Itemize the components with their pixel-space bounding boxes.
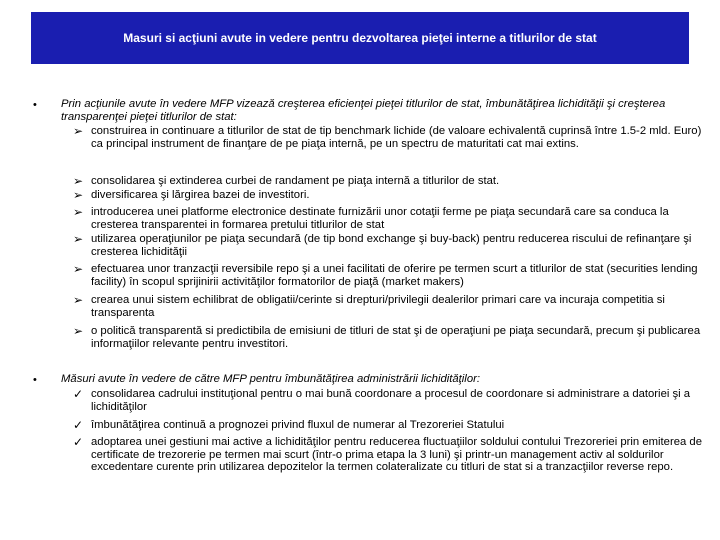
list-item: ➢ consolidarea şi extinderea curbei de randament pe piaţa internă a titlurilor de stat. [73, 174, 500, 188]
list-item: ➢ utilizarea operaţiunilor pe piaţa secundară (de tip bond exchange şi buy-back) pentru reducerea riscului de refinanţare şi cresterea lichidităţii [73, 232, 692, 258]
arrow-marker-icon: ➢ [73, 124, 84, 138]
check-marker-icon: ✓ [73, 435, 84, 449]
list-item: ➢ construirea in continuare a titlurilor de stat de tip benchmark lichide (de valoare echivalentă cuprinsă între 1.5-2 mld. Euro) ca principal instrument de finanţare de pe piaţa internă, pe un spectru de maturitati cat mai extins. [73, 124, 702, 150]
arrow-marker-icon: ➢ [73, 324, 84, 338]
list-item: ➢ crearea unui sistem echilibrat de obligatii/cerinte si drepturi/privilegii dealerilor primari care va incuraja competitia si transparenta [73, 293, 665, 319]
arrow-marker-icon: ➢ [73, 232, 84, 246]
arrow-marker-icon: ➢ [73, 188, 84, 202]
list-item: ➢ diversificarea şi lărgirea bazei de investitori. [73, 188, 310, 202]
arrow-marker-icon: ➢ [73, 174, 84, 188]
list-item: ✓ îmbunătăţirea continuă a prognozei privind fluxul de numerar al Trezoreriei Statului [73, 418, 505, 432]
title-banner [31, 12, 689, 64]
list-item: ✓ consolidarea cadrului instituţional pentru o mai bună coordonare a procesul de coordonare si administrare a datoriei şi a lichidităţilor [73, 387, 691, 413]
section-heading: Măsuri avute în vedere de către MFP pentru îmbunătăţirea administrării lichidităţilor: [61, 373, 481, 385]
arrow-marker-icon: ➢ [73, 205, 84, 219]
check-marker-icon: ✓ [73, 418, 84, 432]
bullet-icon: • [33, 374, 37, 386]
slide-title: Masuri si acţiuni avute in vedere pentru dezvoltarea pieţei interne a titlurilor de stat [123, 31, 597, 45]
list-item: ✓ adoptarea unei gestiuni mai active a lichidităţilor pentru reducerea fluctuaţiilor soldului contului Trezoreriei prin emiterea de certificate de trezorerie pe termen mai scurt (într-o prima etapa la 3 luni) şi printr-un management activ al soldurilor excedentare curente prin utilizarea depozitelor la termen colateralizate cu titluri de stat si a tranzacţiilor reverse repo. [73, 435, 702, 474]
bullet-icon: • [33, 99, 37, 111]
section-heading: Prin acţiunile avute în vedere MFP vizează creşterea eficienţei pieţei titlurilor de stat, îmbunătăţirea lichidităţii şi creşterea transparenţei pieţei titlurilor de stat: [61, 98, 666, 123]
list-item: ➢ efectuarea unor tranzacţii reversibile repo şi a unei facilitati de oferire pe termen scurt a titlurilor de stat (securities lending facility) în scopul sprijinirii activităţilor formatorilor de piaţă (market makers) [73, 262, 698, 288]
list-item: ➢ o politică transparentă si predictibila de emisiuni de titluri de stat şi de operaţiuni pe piaţa secundară, precum şi publicarea informaţiilor relevante pentru investitori. [73, 324, 701, 350]
check-marker-icon: ✓ [73, 387, 84, 401]
list-item: ➢ introducerea unei platforme electronice destinate furnizării unor cotaţii ferme pe piaţa secundară care sa conduca la cresterea transparentei in formarea pretului titlurilor de stat [73, 205, 669, 231]
arrow-marker-icon: ➢ [73, 293, 84, 307]
arrow-marker-icon: ➢ [73, 262, 84, 276]
